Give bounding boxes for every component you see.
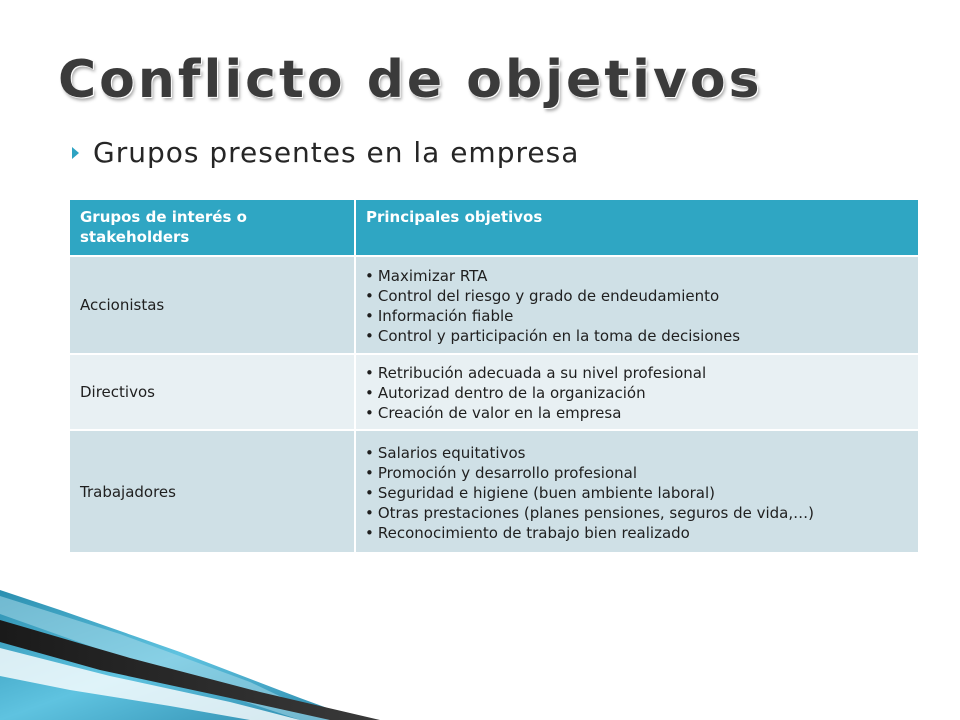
header-objectives: Principales objetivos [355, 200, 918, 256]
objective-item: • Control y participación en la toma de decisiones [365, 326, 910, 346]
group-cell: Directivos [70, 354, 355, 430]
objective-item: • Creación de valor en la empresa [365, 403, 910, 423]
bullet-point [72, 136, 579, 169]
stakeholder-table [70, 200, 918, 552]
objectives-cell [355, 256, 918, 354]
slide-title: Conflicto de objetivos [58, 50, 763, 110]
table-row [70, 430, 918, 552]
group-cell: Trabajadores [70, 430, 355, 552]
header-groups: Grupos de interés o stakeholders [70, 200, 355, 256]
table-header-row [70, 200, 918, 256]
table-row [70, 354, 918, 430]
table-row [70, 256, 918, 354]
objectives-list [365, 363, 910, 423]
objectives-cell [355, 430, 918, 552]
objectives-cell [355, 354, 918, 430]
bullet-text: Grupos presentes en la empresa [93, 136, 580, 169]
objectives-list [365, 266, 910, 346]
decorative-corner-graphic [0, 590, 380, 720]
objective-item: • Otras prestaciones (planes pensiones, seguros de vida,…) [365, 503, 910, 523]
objective-item: • Autorizad dentro de la organización [365, 383, 910, 403]
group-cell: Accionistas [70, 256, 355, 354]
objective-item: • Promoción y desarrollo profesional [365, 463, 910, 483]
objective-item: • Control del riesgo y grado de endeudamiento [365, 286, 910, 306]
objective-item: • Salarios equitativos [365, 443, 910, 463]
objective-item: • Maximizar RTA [365, 266, 910, 286]
arrow-bullet-icon [72, 147, 79, 159]
objective-item: • Seguridad e higiene (buen ambiente laboral) [365, 483, 910, 503]
objective-item: • Reconocimiento de trabajo bien realizado [365, 523, 910, 543]
objective-item: • Retribución adecuada a su nivel profesional [365, 363, 910, 383]
objectives-list [365, 443, 910, 543]
objective-item: • Información fiable [365, 306, 910, 326]
